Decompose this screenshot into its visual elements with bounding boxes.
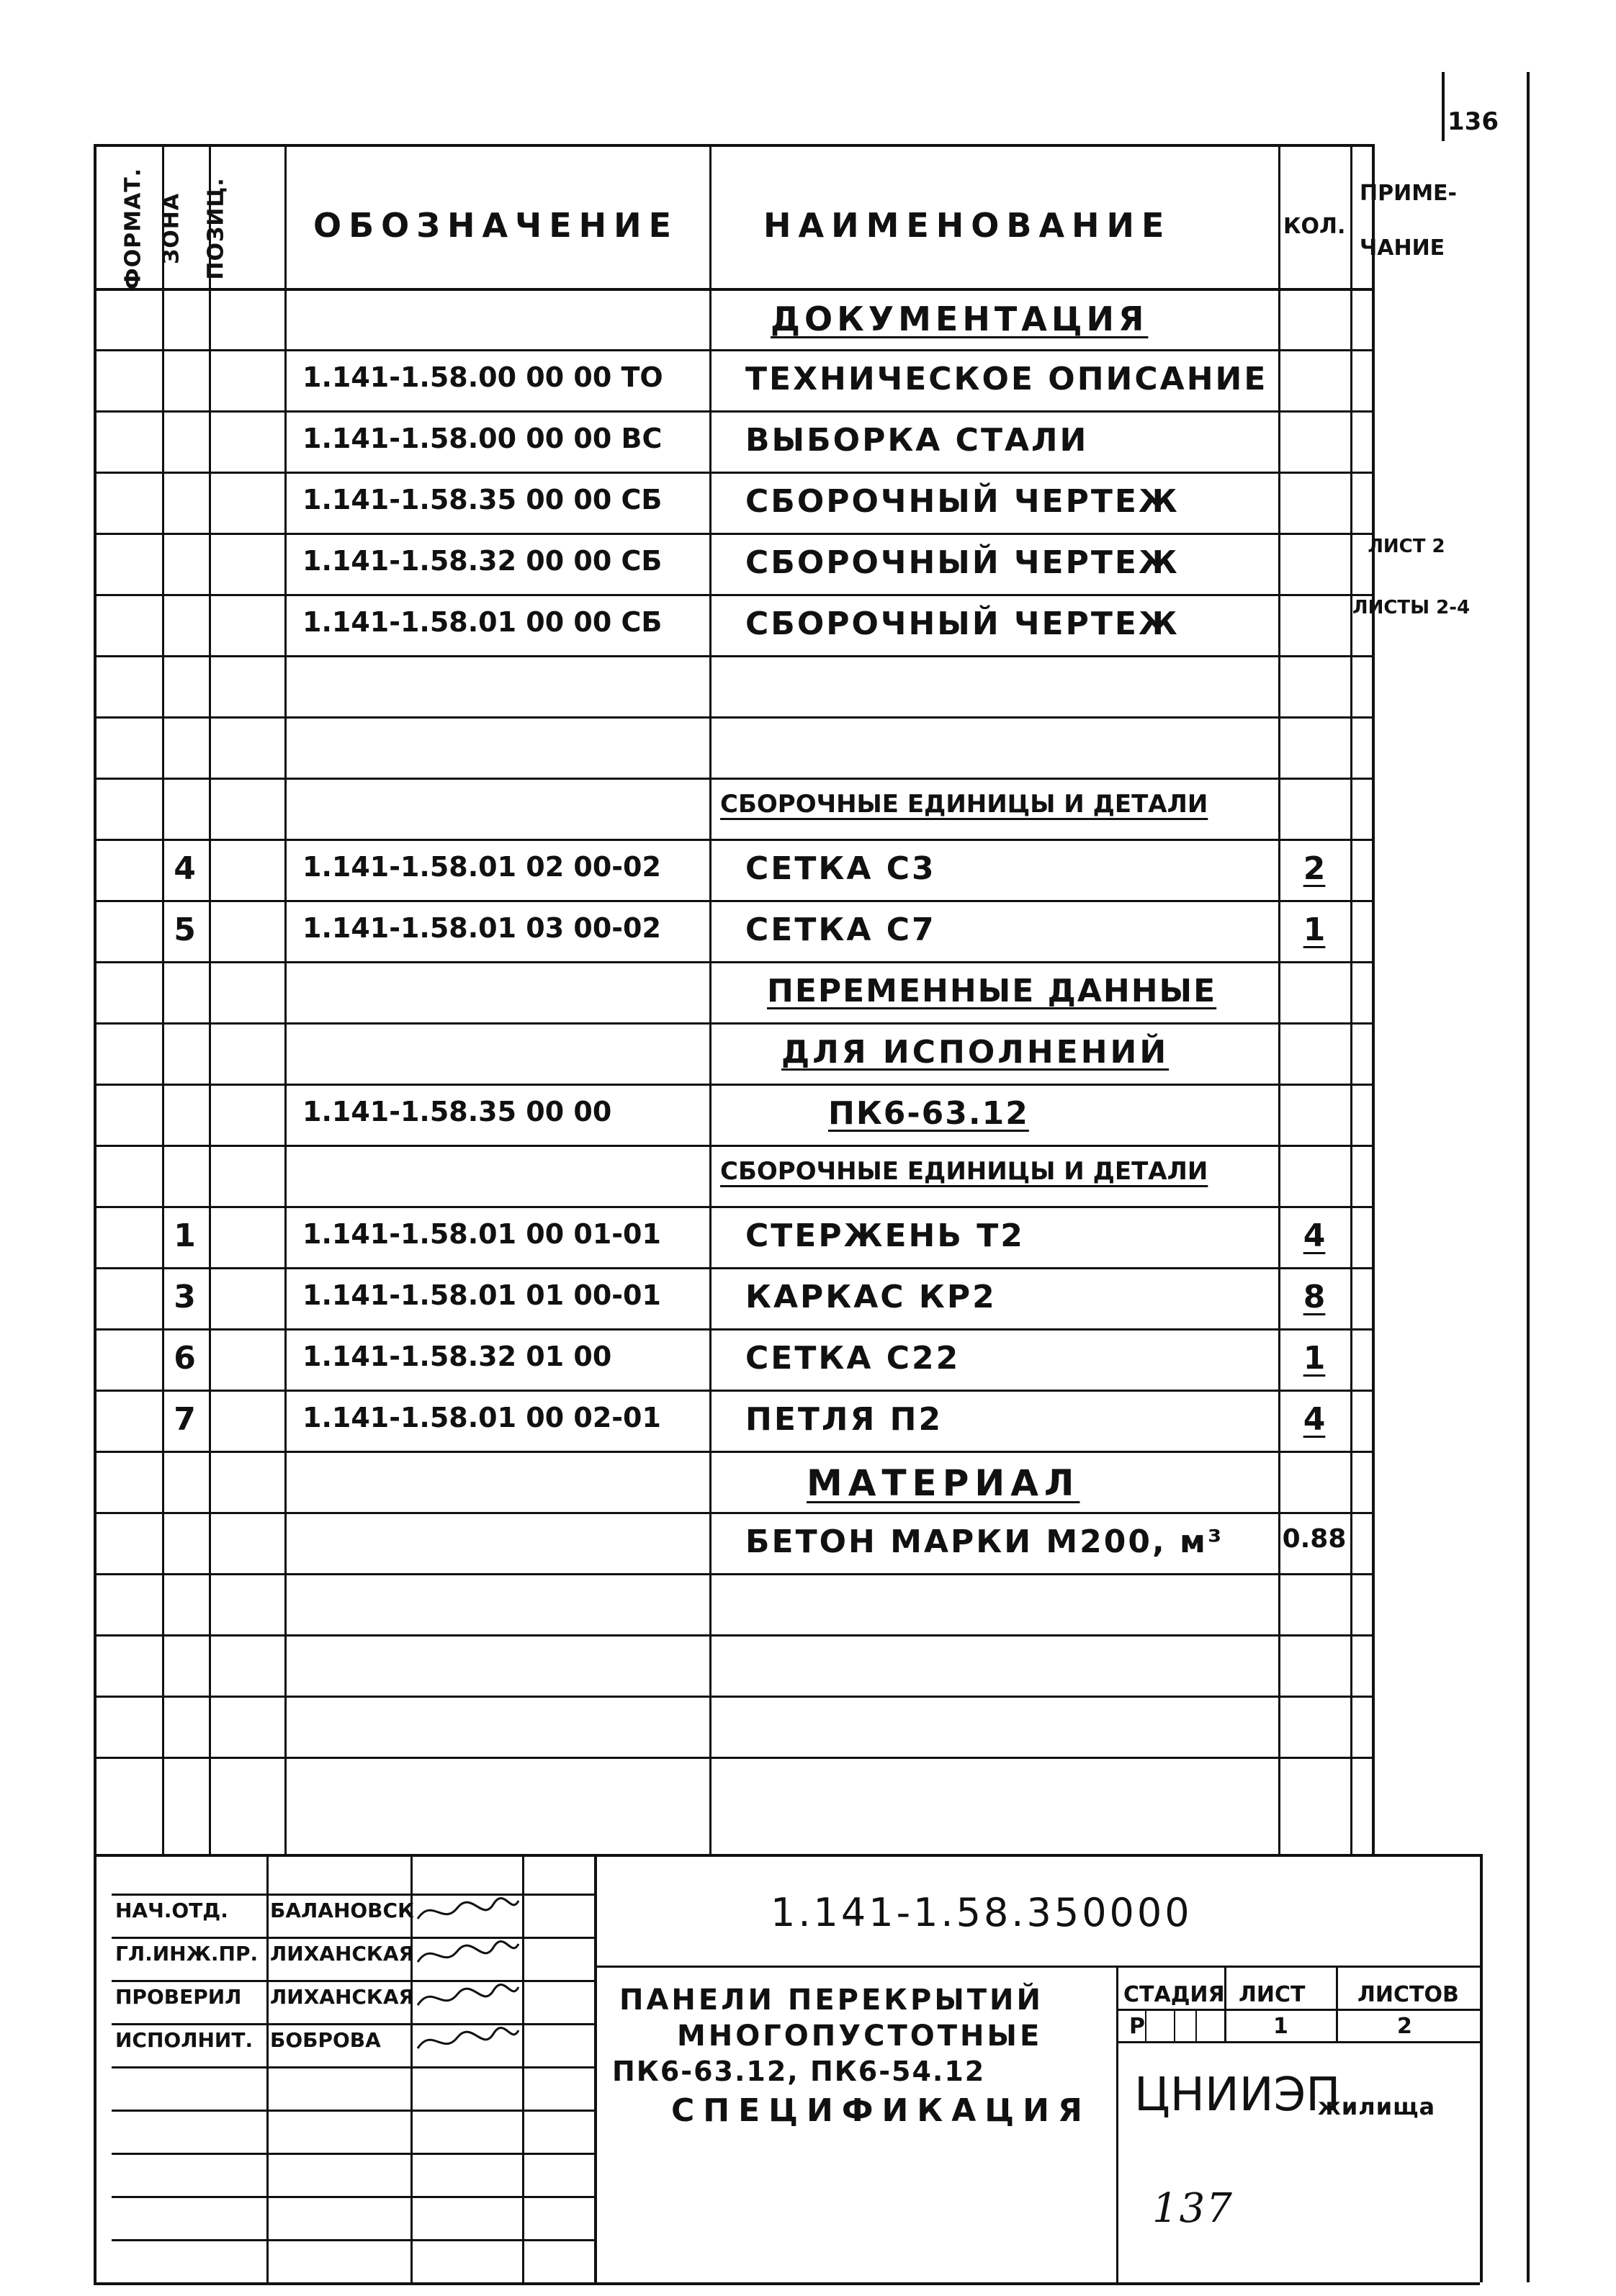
table-row <box>94 1328 1372 1390</box>
signer-row-divider <box>112 2282 594 2284</box>
row-designation: 1.141-1.58.01 00 00 СБ <box>302 606 663 638</box>
doc-code: 1.141-1.58.350000 <box>771 1890 1193 1935</box>
row-designation: 1.141-1.58.01 02 00-02 <box>302 851 661 883</box>
signer-name: ЛИХАНСКАЯ <box>270 1942 415 1966</box>
row-designation: 1.141-1.58.00 00 00 ВС <box>302 423 663 454</box>
header-designation: ОБОЗНАЧЕНИЕ <box>313 206 679 245</box>
org-logo-main: ЦНИИЭП <box>1134 2068 1341 2122</box>
stage-sub-divider <box>1174 2009 1175 2041</box>
row-divider <box>94 1696 1372 1698</box>
signature-mark <box>414 1937 522 1973</box>
row-designation: 1.141-1.58.01 03 00-02 <box>302 912 661 944</box>
signer-role: НАЧ.ОТД. <box>115 1899 228 1922</box>
org-logo-sub: жилища <box>1318 2093 1436 2120</box>
row-position: 1 <box>174 1217 197 1254</box>
row-designation: 1.141-1.58.32 01 00 <box>302 1341 612 1372</box>
row-section-title: МАТЕРИАЛ <box>807 1462 1080 1504</box>
row-designation: 1.141-1.58.35 00 00 СБ <box>302 484 663 516</box>
table-row <box>94 839 1372 900</box>
sheet-value: 1 <box>1273 2014 1288 2039</box>
stage-col-divider <box>1336 1966 1338 2041</box>
row-designation: 1.141-1.58.32 00 00 СБ <box>302 545 663 577</box>
title-line4: СПЕЦИФИКАЦИЯ <box>671 2092 1091 2129</box>
table-row <box>94 288 1372 349</box>
row-designation: 1.141-1.58.01 00 01-01 <box>302 1218 661 1250</box>
row-divider <box>94 1757 1372 1759</box>
signature-mark <box>414 2023 522 2059</box>
table-row <box>94 900 1372 961</box>
table-row <box>94 1084 1372 1145</box>
table-row <box>94 533 1372 594</box>
title-block-code-divider <box>594 1966 1480 1968</box>
stage-row-divider <box>1116 2009 1480 2011</box>
row-designation: 1.141-1.58.00 00 00 ТО <box>302 361 663 393</box>
header-note-line2: ЧАНИЕ <box>1360 235 1445 261</box>
row-section-title: СБОРОЧНЫЕ ЕДИНИЦЫ И ДЕТАЛИ <box>720 1157 1208 1186</box>
row-section-title: ДОКУМЕНТАЦИЯ <box>771 300 1149 338</box>
table-row <box>94 472 1372 533</box>
row-position: 3 <box>174 1279 197 1315</box>
signer-name: БОБРОВА <box>270 2028 381 2052</box>
signature-mark <box>414 1894 522 1930</box>
row-qty: 1 <box>1303 911 1326 948</box>
row-name: СБОРОЧНЫЙ ЧЕРТЕЖ <box>745 544 1180 581</box>
row-section-title: ПЕРЕМЕННЫЕ ДАННЫЕ <box>767 973 1217 1009</box>
row-position: 4 <box>174 850 197 887</box>
row-qty: 4 <box>1303 1217 1326 1254</box>
row-qty: 0.88 <box>1282 1524 1347 1554</box>
row-name: БЕТОН МАРКИ М200, м³ <box>745 1523 1224 1560</box>
signer-name: ЛИХАНСКАЯ <box>270 1985 415 2009</box>
row-name: ТЕХНИЧЕСКОЕ ОПИСАНИЕ <box>745 361 1268 397</box>
title-block-right <box>1480 1854 1483 2282</box>
table-row <box>94 594 1372 655</box>
sheets-label: ЛИСТОВ <box>1357 1982 1459 2007</box>
row-section-title: ПК6-63.12 <box>828 1095 1029 1132</box>
header-qty: КОЛ. <box>1283 214 1346 239</box>
row-position: 6 <box>174 1340 197 1377</box>
stage-row-divider <box>1116 2041 1480 2043</box>
frame-line <box>1442 72 1445 141</box>
signer-role: ПРОВЕРИЛ <box>115 1985 242 2009</box>
signature-mark <box>414 1980 522 2016</box>
header-note-line1: ПРИМЕ- <box>1360 181 1457 206</box>
title-block-stage-divider <box>1116 1966 1118 2282</box>
stage-sub-divider <box>1195 2009 1197 2041</box>
row-designation: 1.141-1.58.35 00 00 <box>302 1096 612 1127</box>
title-line3: ПК6-63.12, ПК6-54.12 <box>612 2056 986 2087</box>
page-number-bottom: 137 <box>1152 2185 1234 2232</box>
row-designation: 1.141-1.58.01 01 00-01 <box>302 1279 661 1311</box>
title-line1: ПАНЕЛИ ПЕРЕКРЫТИЙ <box>619 1984 1043 2017</box>
row-section-title: СБОРОЧНЫЕ ЕДИНИЦЫ И ДЕТАЛИ <box>720 790 1208 819</box>
row-qty: 2 <box>1303 850 1326 887</box>
stage-value: Р <box>1129 2014 1145 2039</box>
title-line2: МНОГОПУСТОТНЫЕ <box>677 2020 1043 2053</box>
row-qty: 8 <box>1303 1279 1326 1315</box>
row-qty: 1 <box>1303 1340 1326 1377</box>
table-row <box>94 1206 1372 1267</box>
signer-col-divider <box>266 1854 269 2282</box>
header-zone: ЗОНА <box>158 192 184 265</box>
sheets-value: 2 <box>1397 2014 1412 2039</box>
frame-line <box>1527 72 1530 2282</box>
row-name: СТЕРЖЕНЬ Т2 <box>745 1217 1025 1254</box>
row-name: ПЕТЛЯ П2 <box>745 1401 943 1438</box>
row-position: 7 <box>174 1401 197 1438</box>
sheet-label: ЛИСТ <box>1239 1982 1306 2007</box>
table-row <box>94 1022 1372 1084</box>
row-name: СЕТКА С3 <box>745 850 936 887</box>
row-designation: 1.141-1.58.01 00 02-01 <box>302 1402 661 1433</box>
signer-name: БАЛАНОВСК <box>270 1899 414 1922</box>
table-row <box>94 655 1372 716</box>
signer-role: ГЛ.ИНЖ.ПР. <box>115 1942 259 1966</box>
row-name: СБОРОЧНЫЙ ЧЕРТЕЖ <box>745 483 1180 520</box>
row-divider <box>94 1634 1372 1637</box>
row-position: 5 <box>174 911 197 948</box>
table-right-border <box>1372 144 1375 1854</box>
row-note: ЛИСТЫ 2-4 <box>1352 597 1471 618</box>
header-position: ПОЗИЦ. <box>203 177 229 280</box>
row-divider <box>94 1573 1372 1575</box>
row-name: КАРКАС КР2 <box>745 1279 997 1315</box>
table-row <box>94 716 1372 778</box>
row-section-title: ДЛЯ ИСПОЛНЕНИЙ <box>781 1034 1170 1071</box>
row-note: ЛИСТ 2 <box>1368 536 1445 557</box>
row-name: ВЫБОРКА СТАЛИ <box>745 422 1089 459</box>
table-row <box>94 1267 1372 1328</box>
stage-label: СТАДИЯ <box>1123 1982 1225 2007</box>
stage-sub-divider <box>1145 2009 1146 2041</box>
row-name: СБОРОЧНЫЙ ЧЕРТЕЖ <box>745 605 1180 642</box>
row-qty: 4 <box>1303 1401 1326 1438</box>
signer-role: ИСПОЛНИТ. <box>115 2028 253 2052</box>
title-block-divider <box>594 1854 597 2282</box>
table-row <box>94 410 1372 472</box>
table-row <box>94 1451 1372 1512</box>
signer-col-divider <box>522 1854 524 2282</box>
header-name: НАИМЕНОВАНИЕ <box>763 206 1172 245</box>
table-row <box>94 1390 1372 1451</box>
row-name: СЕТКА С7 <box>745 911 936 948</box>
header-format: ФОРМАТ. <box>120 167 146 290</box>
page-number-top: 136 <box>1447 107 1499 136</box>
row-name: СЕТКА С22 <box>745 1340 961 1377</box>
